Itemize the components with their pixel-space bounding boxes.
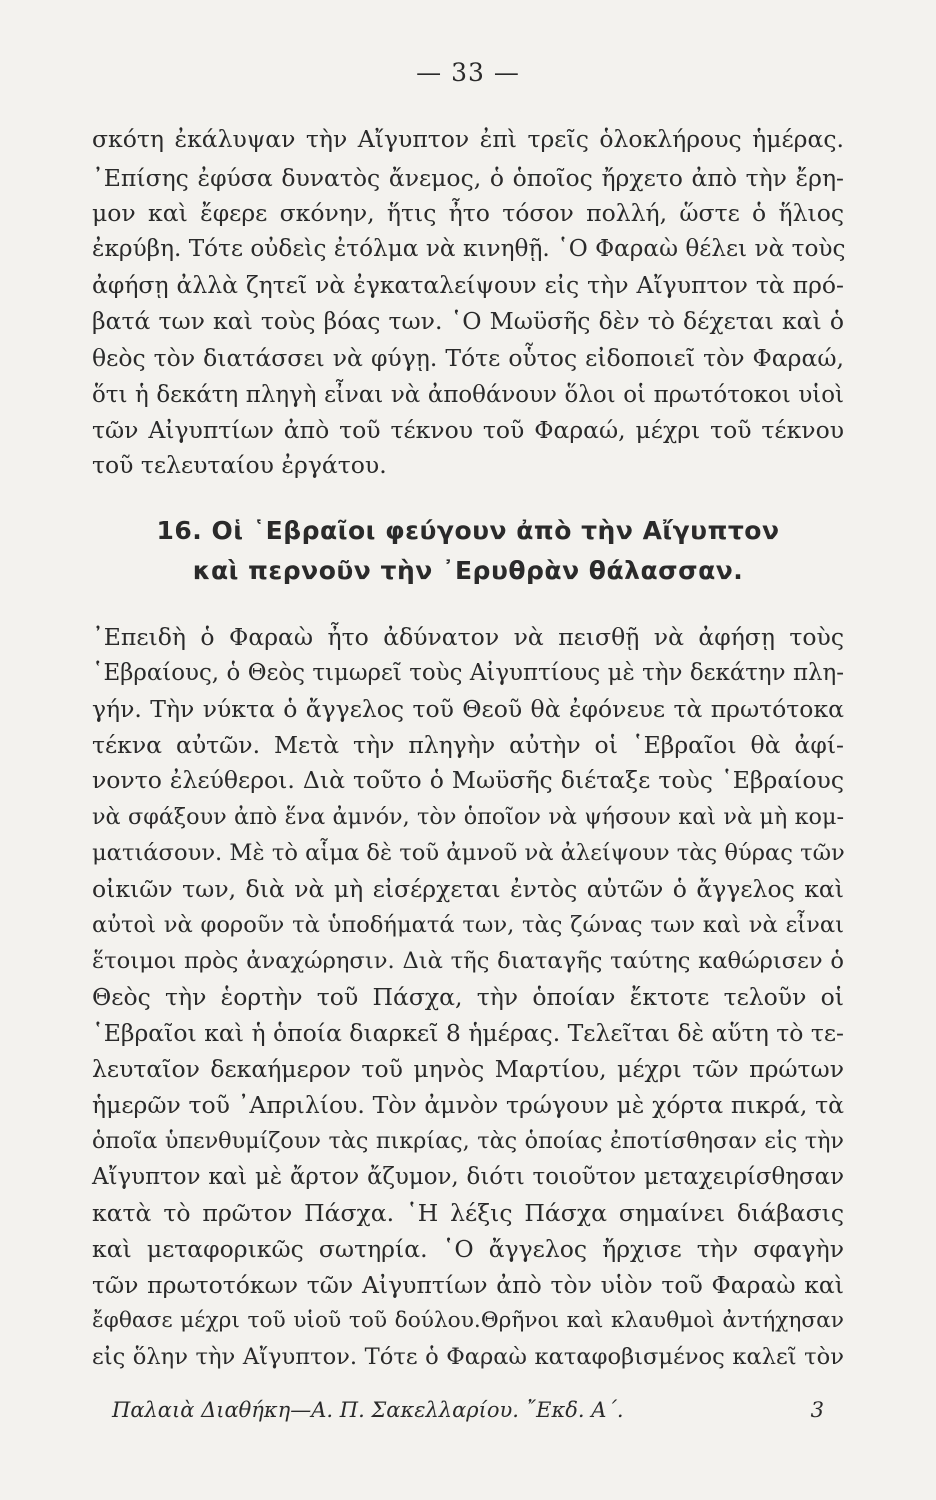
section-heading-line-1: 16. Οἱ ῾Εβραῖοι φεύγουν ἀπὸ τὴν Αἴγυπτον	[156, 516, 780, 545]
text-line: νὰ σφάξουν ἀπὸ ἕνα ἀμνόν, τὸν ὁποῖον νὰ ψήσουν καὶ νὰ μὴ κομ-	[92, 804, 844, 830]
text-line: ῾Εβραῖοι καὶ ἡ ὁποία διαρκεῖ 8 ἡμέρας. Τελεῖται δὲ αὕτη τὸ τε-	[92, 1019, 844, 1047]
text-line: οἰκιῶν των, διὰ νὰ μὴ εἰσέρχεται ἐντὸς αὐτῶν ὁ ἄγγελος καὶ	[92, 875, 844, 903]
text-line: Αἴγυπτον καὶ μὲ ἄρτον ἄζυμον, διότι τοιοῦτον μεταχειρίσθησαν	[92, 1164, 844, 1190]
text-line: θεὸς τὸν διατάσσει νὰ φύγῃ. Τότε οὗτος εἰδοποιεῖ τὸν Φαραώ,	[92, 344, 844, 372]
text-line: αὐτοὶ νὰ φοροῦν τὰ ὑποδήματά των, τὰς ζώνας των καὶ νὰ εἶναι	[92, 912, 844, 938]
text-line: τῶν Αἰγυπτίων ἀπὸ τοῦ τέκνου τοῦ Φαραώ, μέχρι τοῦ τέκνου	[92, 416, 844, 444]
footer-title: Παλαιὰ Διαθήκη—Α. Π. Σακελλαρίου. ῎Εκδ. Α΄.	[112, 1398, 624, 1422]
text-line: ἡμερῶν τοῦ ᾿Απριλίου. Τὸν ἀμνὸν τρώγουν μὲ χόρτα πικρά, τὰ	[92, 1091, 844, 1119]
text-line: μον καὶ ἔφερε σκόνην, ἥτις ἦτο τόσον πολλή, ὥστε ὁ ἥλιος	[92, 199, 844, 227]
text-line: νοντο ἐλεύθεροι. Διὰ τοῦτο ὁ Μωϋσῆς διέταξε τοὺς ῾Εβραίους	[92, 766, 844, 794]
text-line: τέκνα αὐτῶν. Μετὰ τὴν πληγὴν αὐτὴν οἱ ῾Εβραῖοι θὰ ἀφί-	[92, 731, 844, 759]
section-heading-line-2: καὶ περνοῦν τὴν ᾿Ερυθρὰν θάλασσαν.	[192, 556, 744, 585]
text-line: ᾿Επειδὴ ὁ Φαραὼ ἦτο ἀδύνατον νὰ πεισθῇ νὰ ἀφήσῃ τοὺς	[92, 623, 844, 651]
page-number: — 33 —	[416, 58, 520, 87]
text-line: τῶν πρωτοτόκων τῶν Αἰγυπτίων ἀπὸ τὸν υἱὸν τοῦ Φαραὼ καὶ	[92, 1271, 844, 1299]
text-line: λευταῖον δεκαήμερον τοῦ μηνὸς Μαρτίου, μέχρι τῶν πρώτων	[92, 1055, 844, 1083]
text-line: ματιάσουν. Μὲ τὸ αἷμα δὲ τοῦ ἀμνοῦ νὰ ἀλείψουν τὰς θύρας τῶν	[92, 840, 845, 866]
text-line: ὁποῖα ὑπενθυμίζουν τὰς πικρίας, τὰς ὁποίας ἐποτίσθησαν εἰς τὴν	[92, 1128, 844, 1154]
text-line: ῾Εβραίους, ὁ Θεὸς τιμωρεῖ τοὺς Αἰγυπτίους μὲ τὴν δεκάτην πλη-	[92, 660, 844, 686]
text-line: κατὰ τὸ πρῶτον Πάσχα. ῾Η λέξις Πάσχα σημαίνει διάβασις	[92, 1199, 844, 1227]
text-line: καὶ μεταφορικῶς σωτηρία. ῾Ο ἄγγελος ἤρχισε τὴν σφαγὴν	[92, 1235, 844, 1263]
text-line: ὅτι ἡ δεκάτη πληγὴ εἶναι νὰ ἀποθάνουν ὅλοι οἱ πρωτότοκοι υἱοὶ	[92, 382, 844, 408]
text-line: τοῦ τελευταίου ἐργάτου.	[92, 451, 387, 479]
text-line: ᾿Επίσης ἐφύσα δυνατὸς ἄνεμος, ὁ ὁποῖος ἤρχετο ἀπὸ τὴν ἔρη-	[92, 164, 844, 192]
text-line: ἐκρύβη. Τότε οὐδεὶς ἐτόλμα νὰ κινηθῇ. ῾Ο Φαραὼ θέλει νὰ τοὺς	[92, 235, 846, 262]
signature-mark: 3	[810, 1398, 824, 1422]
text-line: Θεὸς τὴν ἑορτὴν τοῦ Πάσχα, τὴν ὁποίαν ἔκτοτε τελοῦν οἱ	[92, 983, 844, 1011]
page-footer	[112, 1398, 824, 1422]
text-line: ἀφήσῃ ἀλλὰ ζητεῖ νὰ ἐγκαταλείψουν εἰς τὴν Αἴγυπτον τὰ πρό-	[92, 271, 844, 299]
text-line: ἔφθασε μέχρι τοῦ υἱοῦ τοῦ δούλου.Θρῆνοι καὶ κλαυθμοὶ ἀντήχησαν	[92, 1308, 844, 1333]
text-line: εἰς ὅλην τὴν Αἴγυπτον. Τότε ὁ Φαραὼ καταφοβισμένος καλεῖ τὸν	[92, 1344, 844, 1370]
text-line: ἕτοιμοι πρὸς ἀναχώρησιν. Διὰ τῆς διαταγῆς ταύτης καθώρισεν ὁ	[92, 948, 844, 974]
text-line: βατά των καὶ τοὺς βόας των. ῾Ο Μωϋσῆς δὲν τὸ δέχεται καὶ ὁ	[92, 307, 844, 335]
text-line: σκότη ἐκάλυψαν τὴν Αἴγυπτον ἐπὶ τρεῖς ὁλοκλήρους ἡμέρας.	[92, 125, 844, 153]
text-line: γήν. Τὴν νύκτα ὁ ἄγγελος τοῦ Θεοῦ θὰ ἐφόνευε τὰ πρωτότοκα	[92, 695, 844, 723]
